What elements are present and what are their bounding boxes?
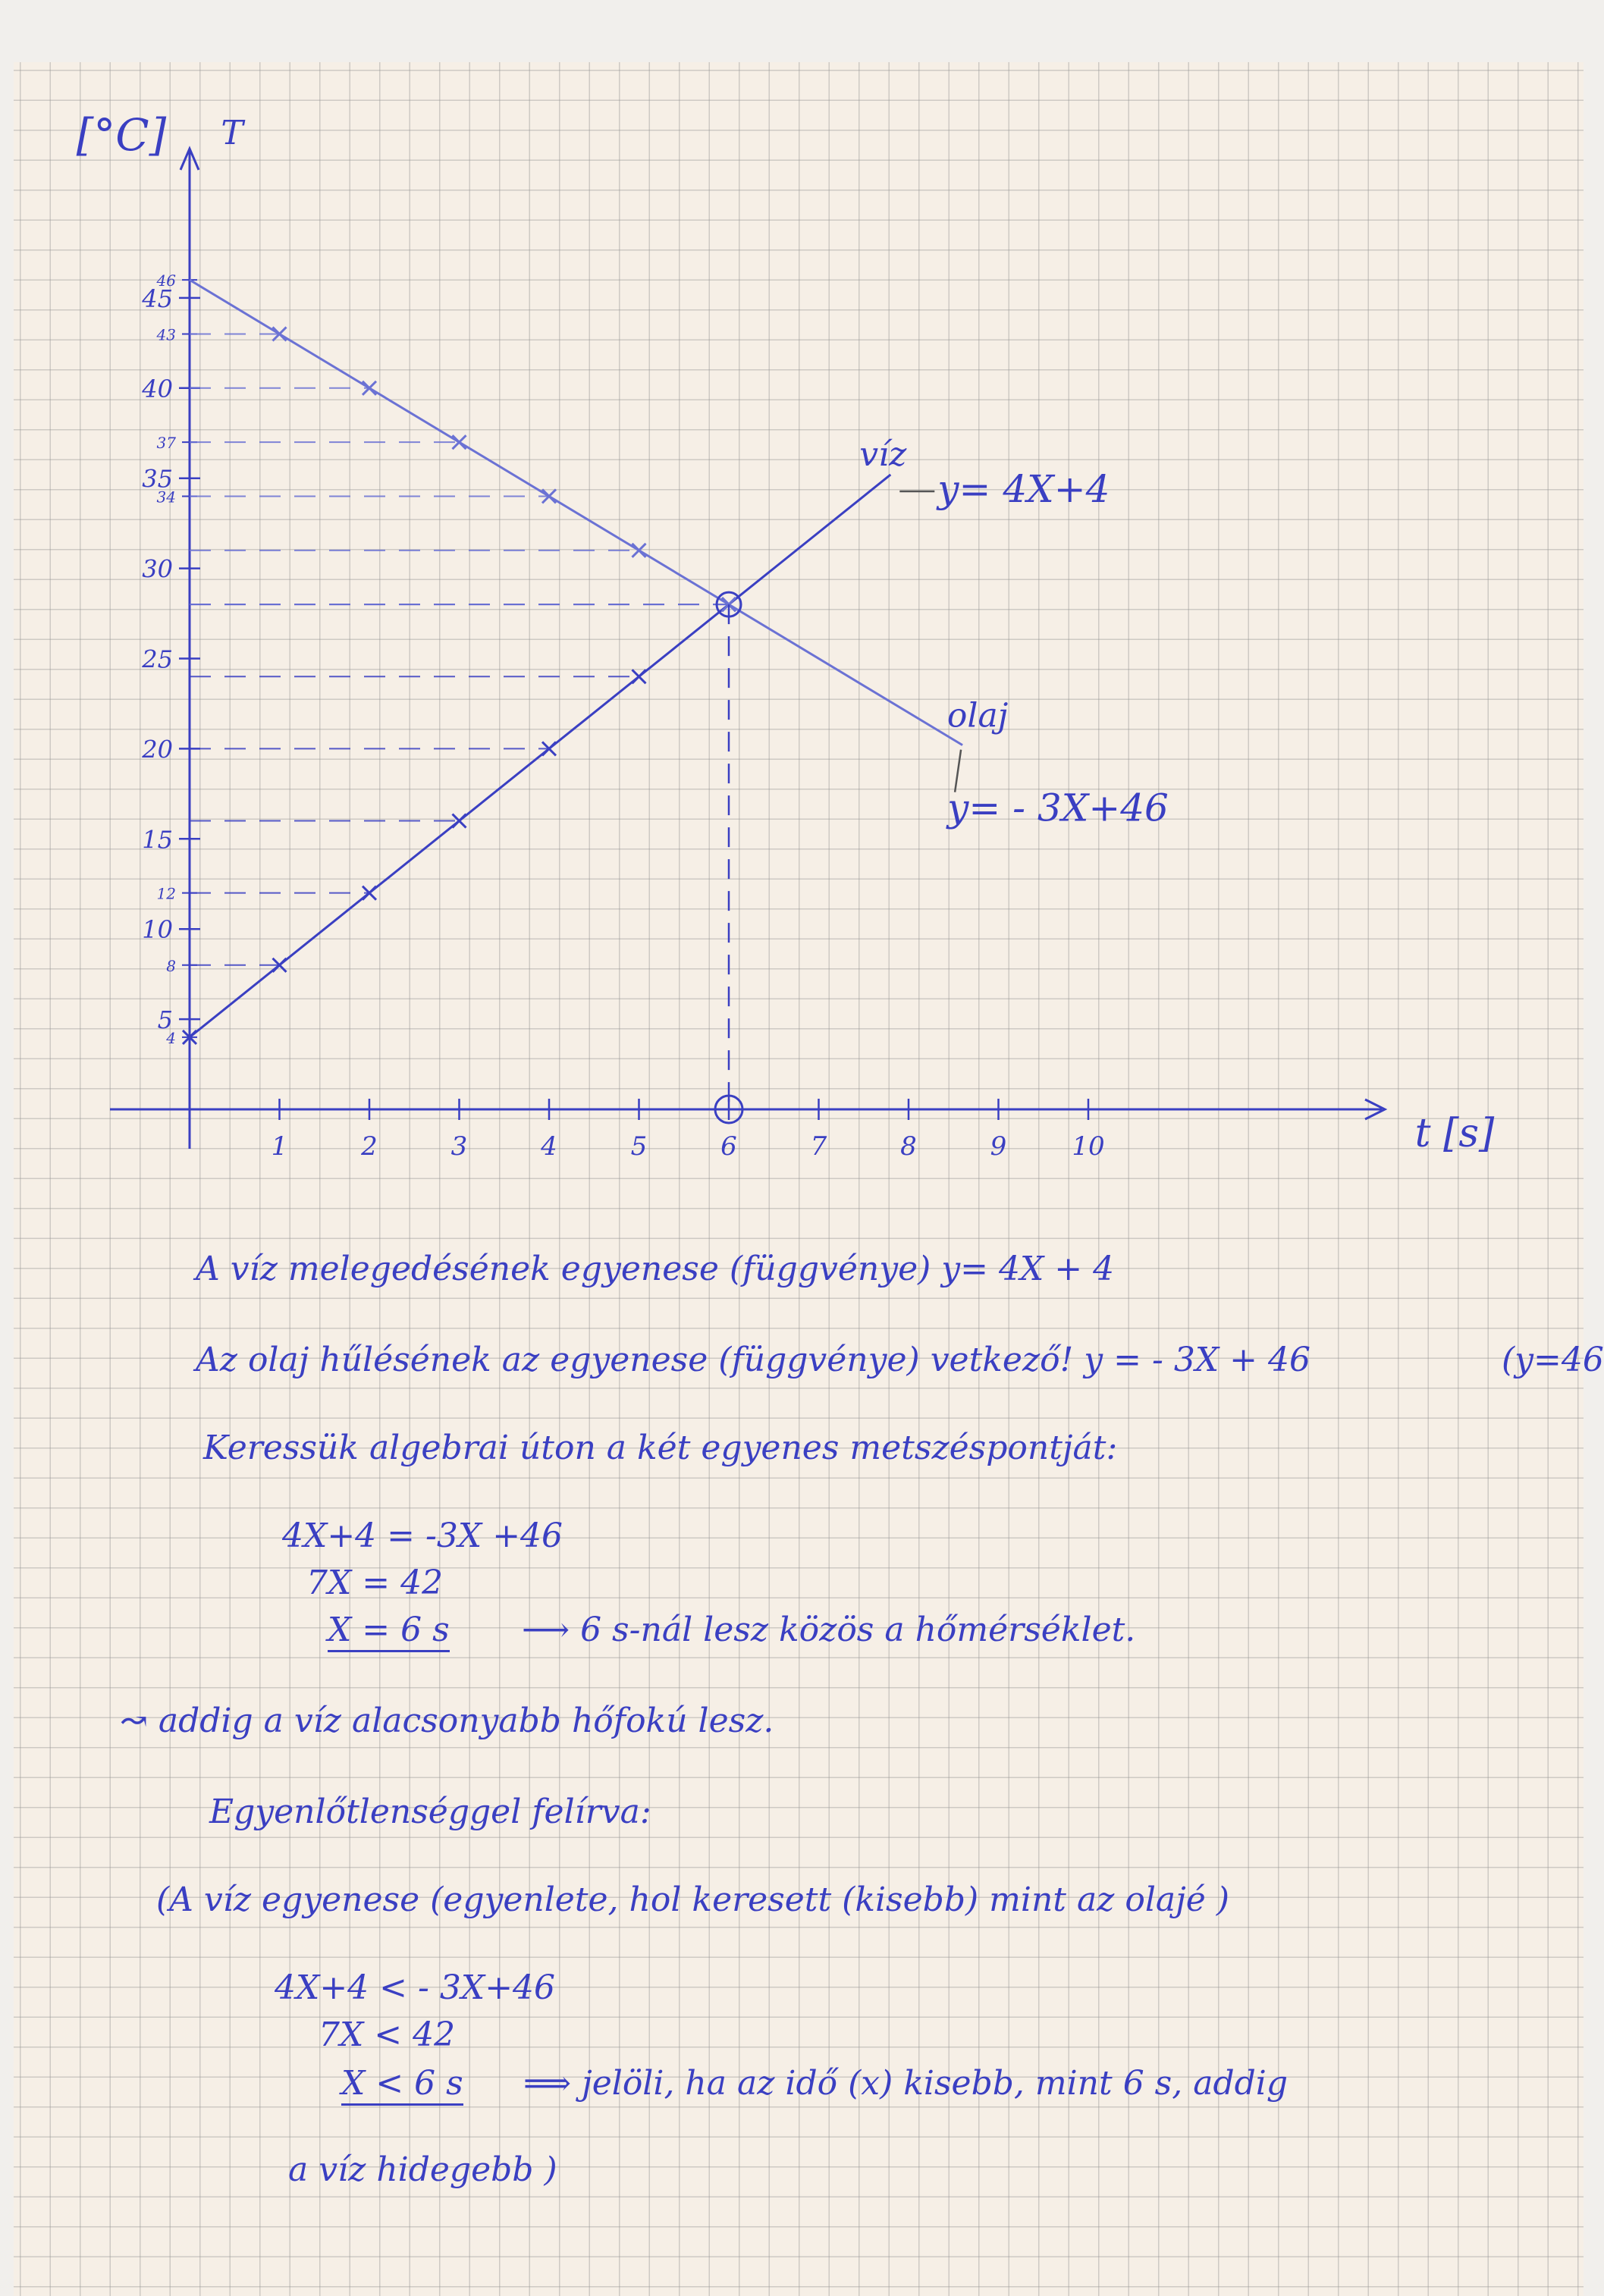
data-point-marker (632, 670, 646, 683)
y-tick-label-minor: 12 (156, 884, 176, 903)
series-name-water: víz (859, 434, 907, 474)
y-tick-label: 35 (142, 464, 173, 494)
equation-step-2: 7X = 42 (306, 1564, 444, 1602)
y-tick-label-minor: 37 (156, 434, 176, 453)
note-inequality-explanation: (A víz egyenese (egyenlete, hol keresett (kisebb) mint az olajé ) (156, 1880, 1229, 1919)
note-water-equation: A víz melegedésének egyenese (függvénye) y= 4X + 4 (196, 1250, 1115, 1288)
x-tick-label: 7 (810, 1131, 827, 1162)
y-tick-label-minor: 34 (156, 488, 176, 507)
y-tick-label-minor: 43 (156, 325, 176, 344)
series-name-oil: olaj (946, 696, 1009, 736)
note-lower-temperature: ↝ addig a víz alacsonyabb hőfokú lesz. (120, 1702, 774, 1740)
x-tick-label: 1 (271, 1131, 288, 1162)
x-axis-label: t [s] (1414, 1111, 1495, 1156)
equation-result-comment: ⟶ 6 s-nál lesz közös a hőmérséklet. (522, 1611, 1136, 1649)
series-equation-water: y= 4X+4 (937, 466, 1110, 511)
inequality-result: X < 6 s (341, 2067, 463, 2106)
x-tick-label: 5 (630, 1131, 648, 1162)
inequality-result-comment: ⟹ jelöli, ha az idő (x) kisebb, mint 6 s, addig (523, 2064, 1289, 2103)
y-tick-label: 45 (142, 284, 173, 313)
x-tick-label: 3 (450, 1131, 468, 1162)
x-tick-label: 9 (990, 1131, 1007, 1162)
series-line-oil (190, 280, 962, 745)
y-tick-label-minor: 8 (166, 956, 176, 975)
inequality-step-2: 7X < 42 (319, 2015, 456, 2054)
x-tick-label: 10 (1072, 1131, 1105, 1162)
note-search-intersection: Keressük algebrai úton a két egyenes metszéspontját: (203, 1429, 1118, 1467)
note-oil-equation: Az olaj hűlésének az egyenese (függvénye) vetkező! y = - 3X + 46 (196, 1341, 1311, 1379)
y-tick-label-minor: 46 (156, 271, 176, 290)
y-tick-label: 40 (142, 374, 173, 403)
x-tick-label: 6 (720, 1131, 737, 1162)
data-point-marker (632, 544, 646, 557)
y-tick-label-minor: 4 (166, 1028, 176, 1047)
series-equation-oil: y= - 3X+46 (947, 786, 1169, 830)
inequality-step-1: 4X+4 < - 3X+46 (275, 1968, 556, 2007)
x-tick-label: 4 (541, 1131, 557, 1162)
y-tick-label: 10 (142, 915, 173, 945)
x-tick-label: 8 (900, 1131, 917, 1162)
y-tick-label: 15 (142, 825, 173, 855)
equation-result: X = 6 s (328, 1614, 450, 1652)
y-tick-label: 25 (142, 645, 173, 674)
series-line-water (190, 475, 890, 1037)
y-tick-label: 20 (142, 735, 173, 764)
note-water-colder: a víz hidegebb ) (288, 2150, 557, 2189)
y-tick-label: 5 (157, 1005, 173, 1035)
equation-step-1: 4X+4 = -3X +46 (282, 1517, 563, 1555)
note-inequality-heading: Egyenlőtlenséggel felírva: (209, 1793, 651, 1831)
y-tick-label: 30 (142, 554, 173, 584)
y-axis-unit-label: [°C] (76, 109, 167, 161)
note-oil-equation-tail: (y=46 (1502, 1341, 1604, 1379)
x-tick-label: 2 (361, 1131, 378, 1162)
y-axis-symbol-label: T (221, 114, 243, 152)
